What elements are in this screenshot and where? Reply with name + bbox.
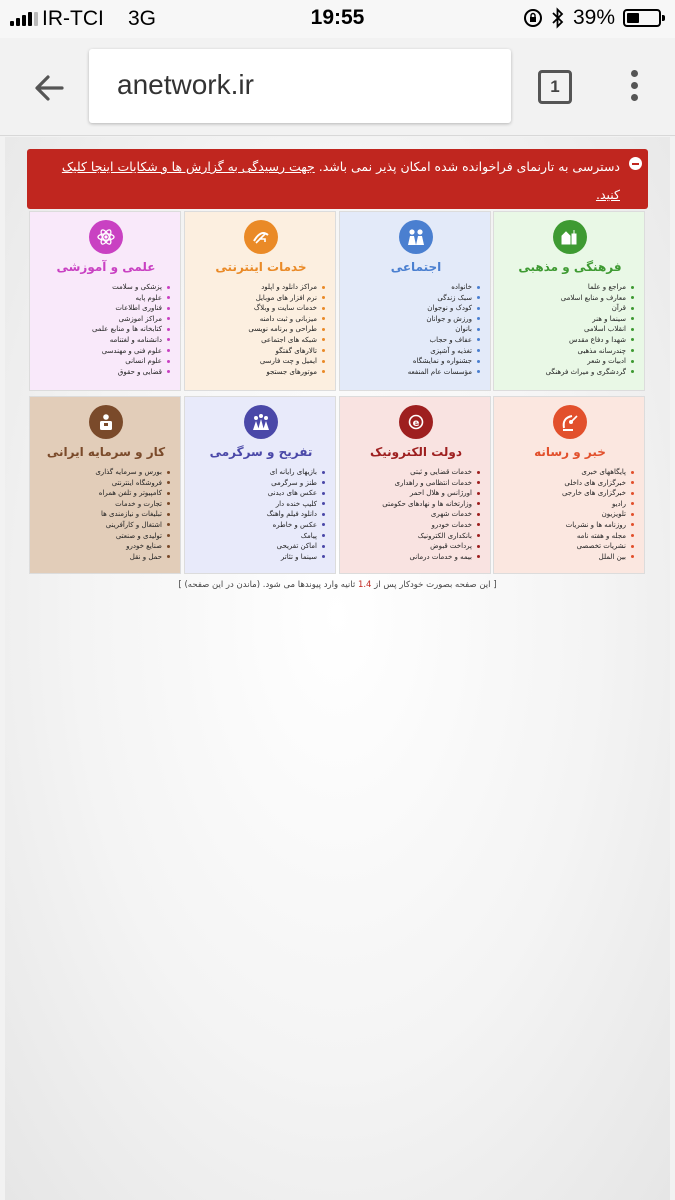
category-links [193, 282, 325, 377]
category-link[interactable]: خدمات شهری [348, 509, 480, 520]
url-text: anetwork.ir [117, 69, 254, 100]
category-link[interactable]: وزارتخانه ها و نهادهای حکومتی [348, 499, 480, 510]
category-link[interactable]: کامپیوتر و تلفن همراه [38, 488, 170, 499]
category-link[interactable]: مجله و هفته نامه [502, 531, 634, 542]
category-link[interactable]: شبکه های اجتماعی [193, 335, 325, 346]
url-bar[interactable] [89, 49, 511, 123]
category-title[interactable]: اجتماعی [390, 260, 442, 274]
category-link[interactable]: دانشنامه و لغتنامه [38, 335, 170, 346]
category-link[interactable]: صنایع خودرو [38, 541, 170, 552]
category-link[interactable]: قرآن [502, 303, 634, 314]
complaint-link[interactable]: جهت رسیدگی به گزارش ها و شکایات اینجا کلیک کنید. [61, 159, 620, 202]
mosque-icon[interactable] [553, 220, 587, 254]
category-links [38, 467, 170, 562]
category-link[interactable]: بازیهای رایانه ای [193, 467, 325, 478]
status-bar [0, 0, 675, 38]
category-link[interactable]: ادبیات و شعر [502, 356, 634, 367]
category-link[interactable]: خدمات قضایی و ثبتی [348, 467, 480, 478]
category-link[interactable]: عکس و خاطره [193, 520, 325, 531]
category-link[interactable]: خدمات انتظامی و راهداری [348, 478, 480, 489]
category-link[interactable]: نشریات تخصصی [502, 541, 634, 552]
clock: 19:55 [310, 6, 365, 29]
category-link[interactable]: پیامک [193, 531, 325, 542]
category-link[interactable]: رادیو [502, 499, 634, 510]
category-link[interactable]: اماکن تفریحی [193, 541, 325, 552]
category-link[interactable]: سینما و تئاتر [193, 552, 325, 563]
category-title[interactable]: دولت الکترونیک [369, 445, 463, 459]
category-links [348, 467, 480, 562]
category-link[interactable]: پایگاههای خبری [502, 467, 634, 478]
internet-icon[interactable] [244, 220, 278, 254]
overflow-menu-button[interactable] [622, 68, 646, 108]
alert-message: دسترسی به تارنمای فراخوانده شده امکان پذیر نمی باشد. [318, 159, 620, 174]
category-links [502, 467, 634, 562]
category-links [348, 282, 480, 377]
category-link[interactable]: تجارت و خدمات [38, 499, 170, 510]
category-link[interactable]: روزنامه ها و نشریات [502, 520, 634, 531]
redirect-countdown: 1.4 [357, 580, 372, 590]
business-icon[interactable] [89, 405, 123, 439]
category-link[interactable]: تلویزیون [502, 509, 634, 520]
category-link[interactable]: خانواده [348, 282, 480, 293]
category-link[interactable]: خدمات خودرو [348, 520, 480, 531]
stay-on-page-link[interactable]: (ماندن در این صفحه) ] [178, 580, 261, 590]
category-card [339, 396, 491, 574]
category-links [193, 467, 325, 562]
category-link[interactable]: چندرسانه مذهبی [502, 346, 634, 357]
category-card [184, 396, 336, 574]
category-link[interactable]: ورزش و جوانان [348, 314, 480, 325]
category-link[interactable]: بیمه و خدمات درمانی [348, 552, 480, 563]
category-link[interactable]: قضایی و حقوق [38, 367, 170, 378]
category-card [184, 211, 336, 391]
category-link[interactable]: علوم فنی و مهندسی [38, 346, 170, 357]
network-type: 3G [128, 7, 157, 30]
category-link[interactable]: شهدا و دفاع مقدس [502, 335, 634, 346]
category-link[interactable]: علوم انسانی [38, 356, 170, 367]
egov-icon[interactable] [399, 405, 433, 439]
category-link[interactable]: گردشگری و میراث فرهنگی [502, 367, 634, 378]
category-links [502, 282, 634, 377]
back-button[interactable] [28, 66, 72, 110]
category-link[interactable]: نرم افزار های موبایل [193, 293, 325, 304]
category-link[interactable]: کلیپ خنده دار [193, 499, 325, 510]
category-card [339, 211, 491, 391]
category-card [29, 211, 181, 391]
category-link[interactable]: جشنواره و نمایشگاه [348, 356, 480, 367]
category-link[interactable]: عکس های دیدنی [193, 488, 325, 499]
category-link[interactable]: تبلیغات و نیازمندی ها [38, 509, 170, 520]
category-link[interactable]: مؤسسات عام المنفعه [348, 367, 480, 378]
category-link[interactable]: پرداخت قبوض [348, 541, 480, 552]
category-link[interactable]: معارف و منابع اسلامی [502, 293, 634, 304]
satellite-icon[interactable] [553, 405, 587, 439]
atom-icon[interactable] [89, 220, 123, 254]
category-link[interactable]: موتورهای جستجو [193, 367, 325, 378]
blocked-alert [27, 149, 648, 209]
category-link[interactable]: خدمات سایت و وبلاگ [193, 303, 325, 314]
category-link[interactable]: بورس و سرمایه گذاری [38, 467, 170, 478]
category-title[interactable]: فرهنگی و مذهبی [518, 260, 622, 274]
battery-percent: 39% [572, 6, 615, 29]
family-icon[interactable] [399, 220, 433, 254]
redirect-note-mid: ثانیه وارد پیوندها می شود. [262, 580, 356, 590]
category-card [29, 396, 181, 574]
category-link[interactable]: طنز و سرگرمی [193, 478, 325, 489]
category-title[interactable]: خدمات اینترنتی [215, 260, 307, 274]
category-link[interactable]: مراکز دانلود و اپلود [193, 282, 325, 293]
category-title[interactable]: علمی و آموزشی [56, 260, 156, 274]
category-link[interactable]: سینما و هنر [502, 314, 634, 325]
category-link[interactable]: بین الملل [502, 552, 634, 563]
category-link[interactable]: فناوری اطلاعات [38, 303, 170, 314]
entertainment-icon[interactable] [244, 405, 278, 439]
category-link[interactable]: سبک زندگی [348, 293, 480, 304]
tab-switcher-button[interactable]: 1 [538, 70, 572, 104]
category-link[interactable]: انقلاب اسلامی [502, 324, 634, 335]
back-arrow-icon [28, 66, 72, 110]
category-title[interactable]: خبر و رسانه [534, 445, 606, 459]
category-link[interactable]: دانلود فیلم واهنگ [193, 509, 325, 520]
category-link[interactable]: اورژانس و هلال احمر [348, 488, 480, 499]
bluetooth-icon [551, 7, 565, 29]
category-link[interactable]: مراجع و علما [502, 282, 634, 293]
category-link[interactable]: تولیدی و صنعتی [38, 531, 170, 542]
category-link[interactable]: عفاف و حجاب [348, 335, 480, 346]
category-link[interactable]: تالارهای گفتگو [193, 346, 325, 357]
category-link[interactable]: علوم پایه [38, 293, 170, 304]
category-title[interactable]: تفریح و سرگرمی [209, 445, 313, 459]
svg-text:e: e [412, 418, 420, 429]
category-link[interactable]: کتابخانه ها و منابع علمی [38, 324, 170, 335]
category-link[interactable]: کودک و نوجوان [348, 303, 480, 314]
redirect-note [5, 580, 670, 590]
category-link[interactable]: طراحی و برنامه نویسی [193, 324, 325, 335]
category-link[interactable]: خبرگزاری های خارجی [502, 488, 634, 499]
redirect-note-open: [ این صفحه بصورت خودکار پس از [374, 580, 497, 590]
category-card [493, 211, 645, 391]
category-card [493, 396, 645, 574]
category-link[interactable]: میزبانی و ثبت دامنه [193, 314, 325, 325]
category-link[interactable]: پزشکی و سلامت [38, 282, 170, 293]
stop-icon [629, 157, 642, 170]
category-link[interactable]: فروشگاه اینترنتی [38, 478, 170, 489]
carrier-name: IR-TCI [42, 7, 104, 30]
category-link[interactable]: مراکز اموزشی [38, 314, 170, 325]
category-link[interactable]: اشتغال و کارآفرینی [38, 520, 170, 531]
category-title[interactable]: کار و سرمایه ایرانی [46, 445, 166, 459]
category-link[interactable]: خبرگزاری های داخلی [502, 478, 634, 489]
battery-icon [623, 9, 661, 27]
category-link[interactable]: تغذیه و آشپزی [348, 346, 480, 357]
category-link[interactable]: بانوان [348, 324, 480, 335]
category-link[interactable]: ایمیل و چت فارسی [193, 356, 325, 367]
category-link[interactable]: حمل و نقل [38, 552, 170, 563]
rotation-lock-icon [523, 8, 543, 28]
category-links [38, 282, 170, 377]
browser-toolbar [0, 38, 675, 136]
page-content [5, 137, 670, 1200]
category-link[interactable]: بانکداری الکترونیک [348, 531, 480, 542]
